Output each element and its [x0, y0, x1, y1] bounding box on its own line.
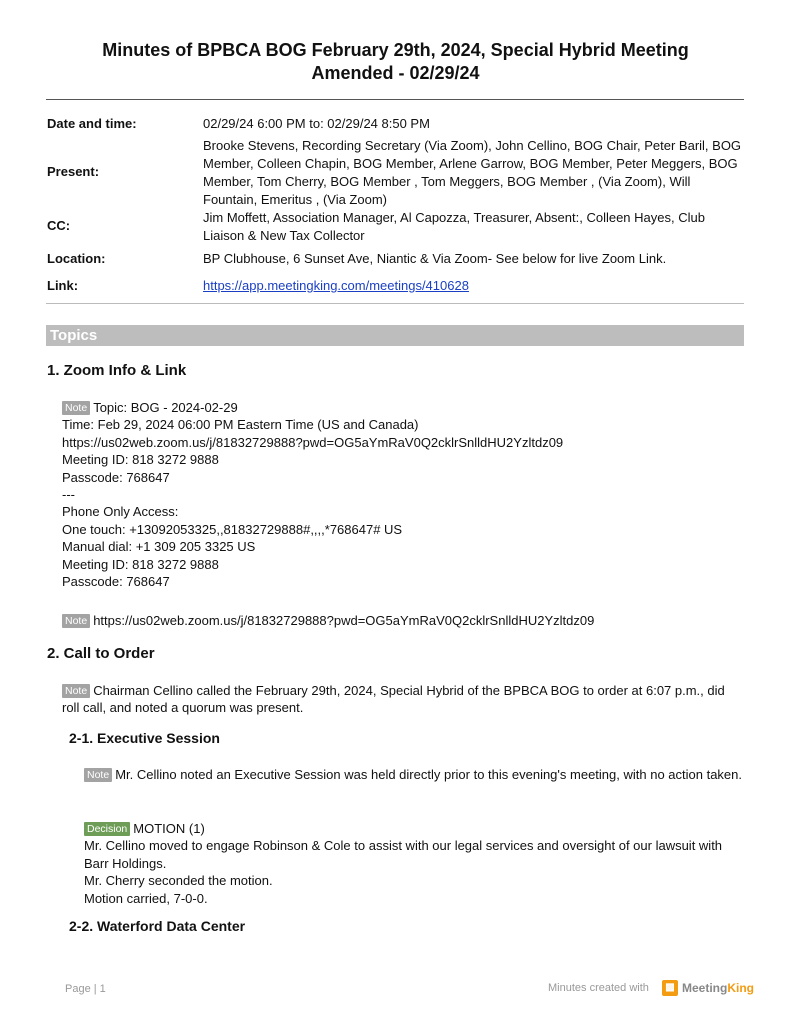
note-tag: Note [62, 401, 90, 415]
section-1-title: 1. Zoom Info & Link [47, 362, 187, 379]
zoom-manual-dial-line: Manual dial: +1 309 205 3325 US [62, 539, 256, 555]
motion-result-line: Motion carried, 7-0-0. [84, 890, 208, 906]
zoom-separator-line: --- [62, 487, 75, 503]
section-2-title: 2. Call to Order [47, 645, 155, 662]
title-line-2: Amended - 02/29/24 [311, 63, 480, 83]
zoom-link-text: https://us02web.zoom.us/j/81832729888?pwd=OG5aYmRaV0Q2cklrSnlldHU2Yzltdz09 [93, 613, 595, 628]
meta-divider [46, 303, 744, 304]
location-value: BP Clubhouse, 6 Sunset Ave, Niantic & Via Zoom- See below for live Zoom Link. [203, 251, 667, 266]
call-to-order-text: Chairman Cellino called the February 29th, 2024, Special Hybrid of the BPBCA BOG to order at 6:07 p.m., did roll call, and noted a quorum was present. [62, 683, 725, 716]
motion-body: Mr. Cellino moved to engage Robinson & Cole to assist with our legal services and oversight of our lawsuit with Barr Holdings. [84, 838, 723, 871]
meeting-link[interactable]: https://app.meetingking.com/meetings/410628 [203, 278, 469, 293]
cc-value: Jim Moffett, Association Manager, Al Capozza, Treasurer, Absent:, Colleen Hayes, Club Liaison & New Tax Collector [203, 210, 705, 243]
zoom-passcode-line: Passcode: 768647 [62, 469, 170, 485]
topics-header: Topics [46, 325, 744, 346]
executive-session-note [84, 766, 744, 783]
zoom-meeting-id-line-2: Meeting ID: 818 3272 9888 [62, 556, 219, 572]
zoom-note-1 [62, 399, 563, 590]
motion-title: MOTION (1) [133, 821, 205, 836]
zoom-topic-line: Topic: BOG - 2024-02-29 [93, 400, 238, 415]
note-tag: Note [62, 614, 90, 628]
title-divider [46, 99, 744, 100]
date-label: Date and time: [47, 116, 137, 131]
link-label: Link: [47, 278, 79, 293]
page-number: Page | 1 [65, 983, 106, 995]
zoom-note-2 [62, 612, 594, 629]
note-tag: Note [84, 768, 112, 782]
section-2-1-title: 2-1. Executive Session [69, 730, 220, 746]
brand-name: MeetingKing [682, 981, 755, 995]
zoom-meeting-id-line: Meeting ID: 818 3272 9888 [62, 452, 219, 468]
executive-session-text: Mr. Cellino noted an Executive Session was held directly prior to this evening's meeting, with no action taken. [115, 767, 742, 782]
cc-label: CC: [47, 218, 71, 233]
created-with-text: Minutes created with [548, 982, 649, 994]
decision-tag: Decision [84, 822, 130, 836]
zoom-one-touch-line: One touch: +13092053325,,81832729888#,,,,*768647# US [62, 521, 403, 537]
section-2-2-title: 2-2. Waterford Data Center [69, 918, 246, 934]
note-tag: Note [62, 684, 90, 698]
decision-block [84, 820, 744, 907]
motion-second-line: Mr. Cherry seconded the motion. [84, 873, 273, 889]
present-value: Brooke Stevens, Recording Secretary (Via Zoom), John Cellino, BOG Chair, Peter Baril, BOG Member, Colleen Chapin, BOG Member, Arlene Garrow, BOG Member, Peter Meggers, BOG Member, Tom Cherry, BOG Member , Tom Meggers, BOG Member , (Via Zoom), Will Fountain, Emeritus , (Via Zoom) [203, 138, 742, 207]
zoom-passcode-line-2: Passcode: 768647 [62, 574, 170, 590]
title-line-1: Minutes of BPBCA BOG February 29th, 2024, Special Hybrid Meeting [102, 40, 689, 60]
zoom-phone-access-line: Phone Only Access: [62, 504, 179, 520]
zoom-url-line: https://us02web.zoom.us/j/81832729888?pwd=OG5aYmRaV0Q2cklrSnlldHU2Yzltdz09 [62, 434, 564, 450]
call-to-order-note [62, 682, 742, 717]
date-value: 02/29/24 6:00 PM to: 02/29/24 8:50 PM [203, 116, 430, 131]
zoom-time-line: Time: Feb 29, 2024 06:00 PM Eastern Time (US and Canada) [62, 417, 419, 433]
meetingking-brand [662, 980, 754, 996]
location-label: Location: [47, 251, 106, 266]
present-label: Present: [47, 164, 100, 179]
document-title [40, 39, 751, 85]
meetingking-logo-icon: ▩ [662, 980, 678, 996]
